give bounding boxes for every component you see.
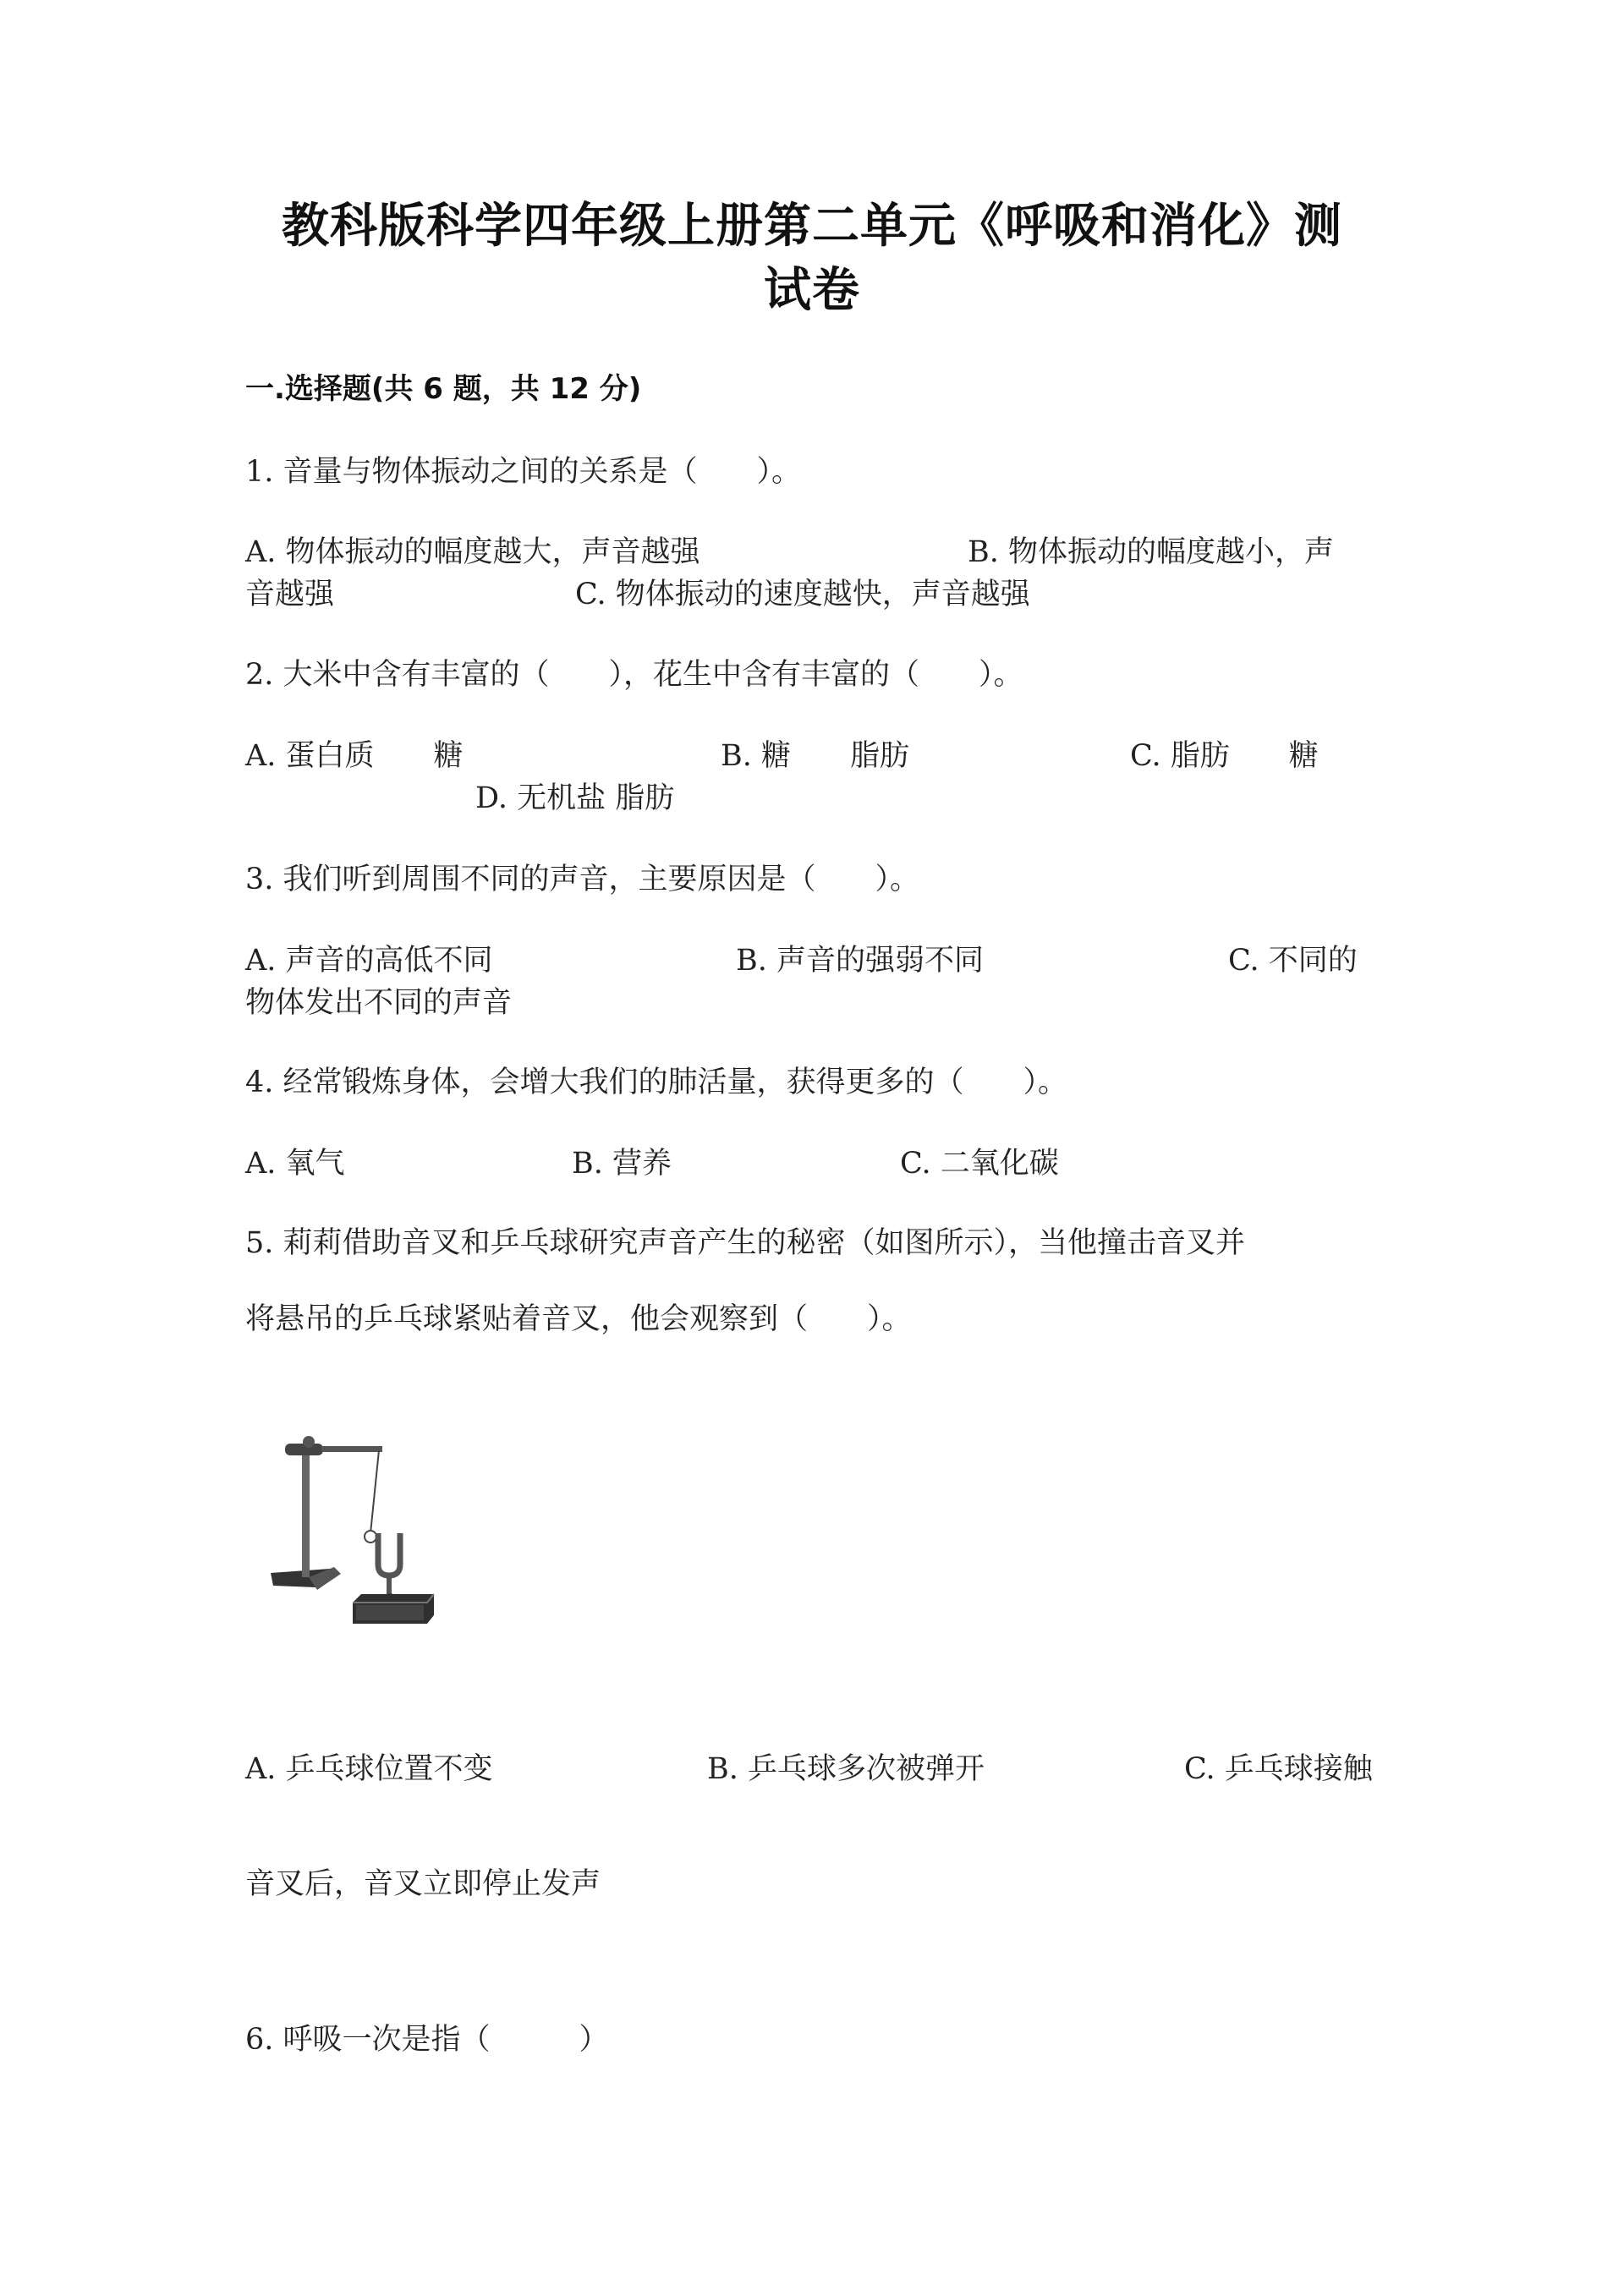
document-title-line1: 教科版科学四年级上册第二单元《呼吸和消化》测 <box>282 199 1342 254</box>
question-5-stem-line2: 将悬吊的乒乓球紧贴着音叉，他会观察到（ ）。 <box>245 1302 912 1336</box>
question-2-option-b[interactable]: B. 糖 脂肪 <box>721 739 909 773</box>
question-5-option-b[interactable]: B. 乒乓球多次被弹开 <box>707 1752 985 1786</box>
question-4-stem: 4. 经常锻炼身体，会增大我们的肺活量，获得更多的（ ）。 <box>245 1066 1068 1099</box>
question-3-stem: 3. 我们听到周围不同的声音，主要原因是（ ）。 <box>245 863 920 896</box>
tuning-fork-apparatus-figure <box>250 1408 461 1628</box>
question-5-option-c-cont[interactable]: 音叉后，音叉立即停止发声 <box>245 1867 601 1901</box>
question-1-option-b-cont[interactable]: 音越强 <box>245 578 335 611</box>
question-2-option-d[interactable]: D. 无机盐 脂肪 <box>475 781 675 815</box>
question-5-stem-line1: 5. 莉莉借助音叉和乒乓球研究声音产生的秘密（如图所示），当他撞击音叉并 <box>245 1226 1246 1260</box>
question-2-option-c[interactable]: C. 脂肪 糖 <box>1130 739 1319 773</box>
question-4-option-c[interactable]: C. 二氧化碳 <box>900 1147 1059 1181</box>
document-title-line2: 试卷 <box>764 263 860 318</box>
question-3-option-c-cont[interactable]: 物体发出不同的声音 <box>245 986 513 1020</box>
question-1-option-b[interactable]: B. 物体振动的幅度越小，声 <box>968 535 1334 569</box>
question-5-option-a[interactable]: A. 乒乓球位置不变 <box>245 1752 493 1786</box>
question-3-option-c[interactable]: C. 不同的 <box>1228 944 1358 978</box>
question-1-option-a[interactable]: A. 物体振动的幅度越大，声音越强 <box>245 535 700 569</box>
question-1-option-c[interactable]: C. 物体振动的速度越快，声音越强 <box>575 578 1030 611</box>
question-2-stem: 2. 大米中含有丰富的（ ），花生中含有丰富的（ ）。 <box>245 658 1023 692</box>
question-4-option-a[interactable]: A. 氧气 <box>245 1147 345 1181</box>
question-4-option-b[interactable]: B. 营养 <box>572 1147 672 1181</box>
question-2-option-a[interactable]: A. 蛋白质 糖 <box>245 739 464 773</box>
question-3-option-b[interactable]: B. 声音的强弱不同 <box>736 944 984 978</box>
question-3-option-a[interactable]: A. 声音的高低不同 <box>245 944 493 978</box>
tuning-fork-icon <box>250 1408 461 1628</box>
question-5-option-c[interactable]: C. 乒乓球接触 <box>1184 1752 1373 1786</box>
question-6-stem: 6. 呼吸一次是指（ ） <box>245 2023 609 2057</box>
question-1-stem: 1. 音量与物体振动之间的关系是（ ）。 <box>245 455 802 489</box>
section-heading: 一.选择题(共 6 题，共 12 分) <box>245 372 642 406</box>
